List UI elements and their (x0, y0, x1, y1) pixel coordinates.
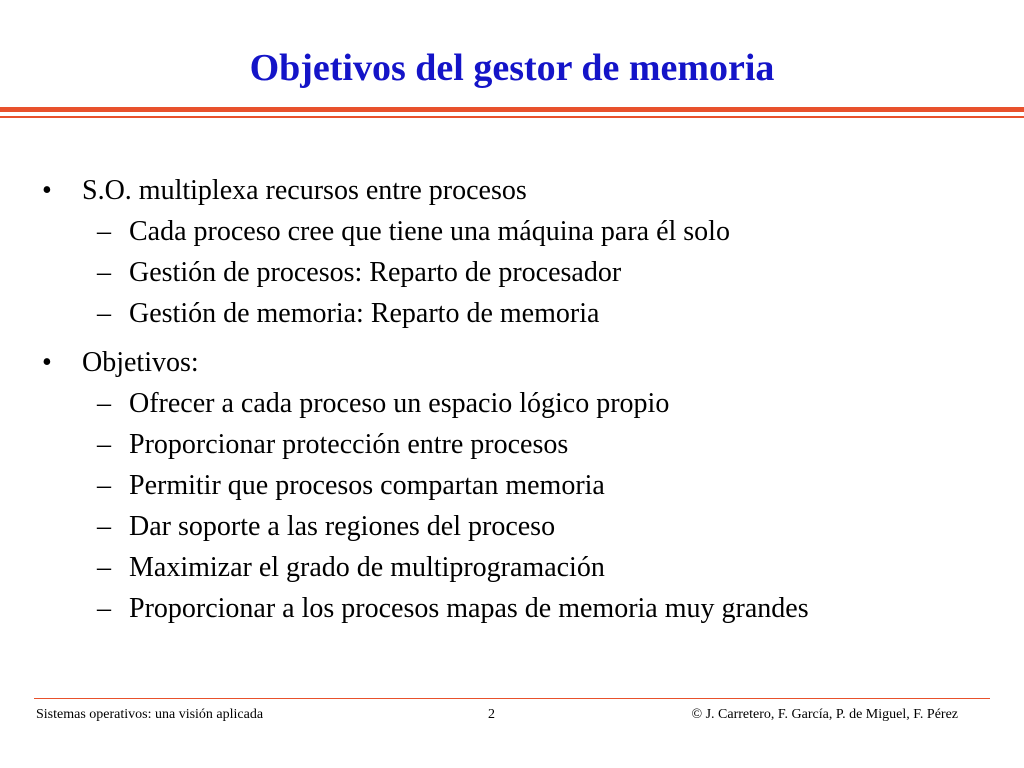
sub-item-text: Dar soporte a las regiones del proceso (129, 511, 556, 542)
sub-item (42, 293, 1002, 334)
bullet-icon: • (42, 175, 52, 206)
footer-book-title: Sistemas operativos: una visión aplicada (36, 707, 264, 722)
sub-item-text: Permitir que procesos compartan memoria (129, 470, 605, 501)
bullet-item (42, 342, 1002, 383)
dash-icon: – (97, 216, 111, 247)
sub-item-text: Cada proceso cree que tiene una máquina para él solo (129, 216, 730, 247)
sub-item (42, 506, 1002, 547)
sub-item-text: Maximizar el grado de multiprogramación (129, 552, 605, 583)
dash-icon: – (97, 257, 111, 288)
slide-title: Objetivos del gestor de memoria (249, 47, 775, 89)
title-rule-thick (0, 107, 1024, 112)
bullet-text: S.O. multiplexa recursos entre procesos (82, 175, 527, 206)
sub-item-text: Gestión de procesos: Reparto de procesador (129, 257, 622, 288)
footer-rule (34, 698, 990, 699)
footer-copyright: © J. Carretero, F. García, P. de Miguel, F. Pérez (691, 707, 958, 722)
bullet-block (42, 342, 1002, 629)
sub-item (42, 424, 1002, 465)
sub-item (42, 588, 1002, 629)
page-number: 2 (488, 707, 495, 722)
sub-item-text: Gestión de memoria: Reparto de memoria (129, 298, 600, 329)
dash-icon: – (97, 388, 111, 419)
sub-item (42, 383, 1002, 424)
bullet-text: Objetivos: (82, 347, 199, 378)
bullet-item (42, 170, 1002, 211)
dash-icon: – (97, 298, 111, 329)
sub-item-text: Proporcionar protección entre procesos (129, 429, 569, 460)
dash-icon: – (97, 552, 111, 583)
dash-icon: – (97, 593, 111, 624)
sub-item (42, 252, 1002, 293)
sub-item-text: Ofrecer a cada proceso un espacio lógico propio (129, 388, 670, 419)
sub-item (42, 547, 1002, 588)
dash-icon: – (97, 470, 111, 501)
bullet-icon: • (42, 347, 52, 378)
slide-content (42, 170, 1002, 637)
dash-icon: – (97, 429, 111, 460)
title-rule-thin (0, 116, 1024, 118)
sub-item-text: Proporcionar a los procesos mapas de memoria muy grandes (129, 593, 809, 624)
dash-icon: – (97, 511, 111, 542)
sub-item (42, 211, 1002, 252)
sub-item (42, 465, 1002, 506)
bullet-block (42, 170, 1002, 334)
